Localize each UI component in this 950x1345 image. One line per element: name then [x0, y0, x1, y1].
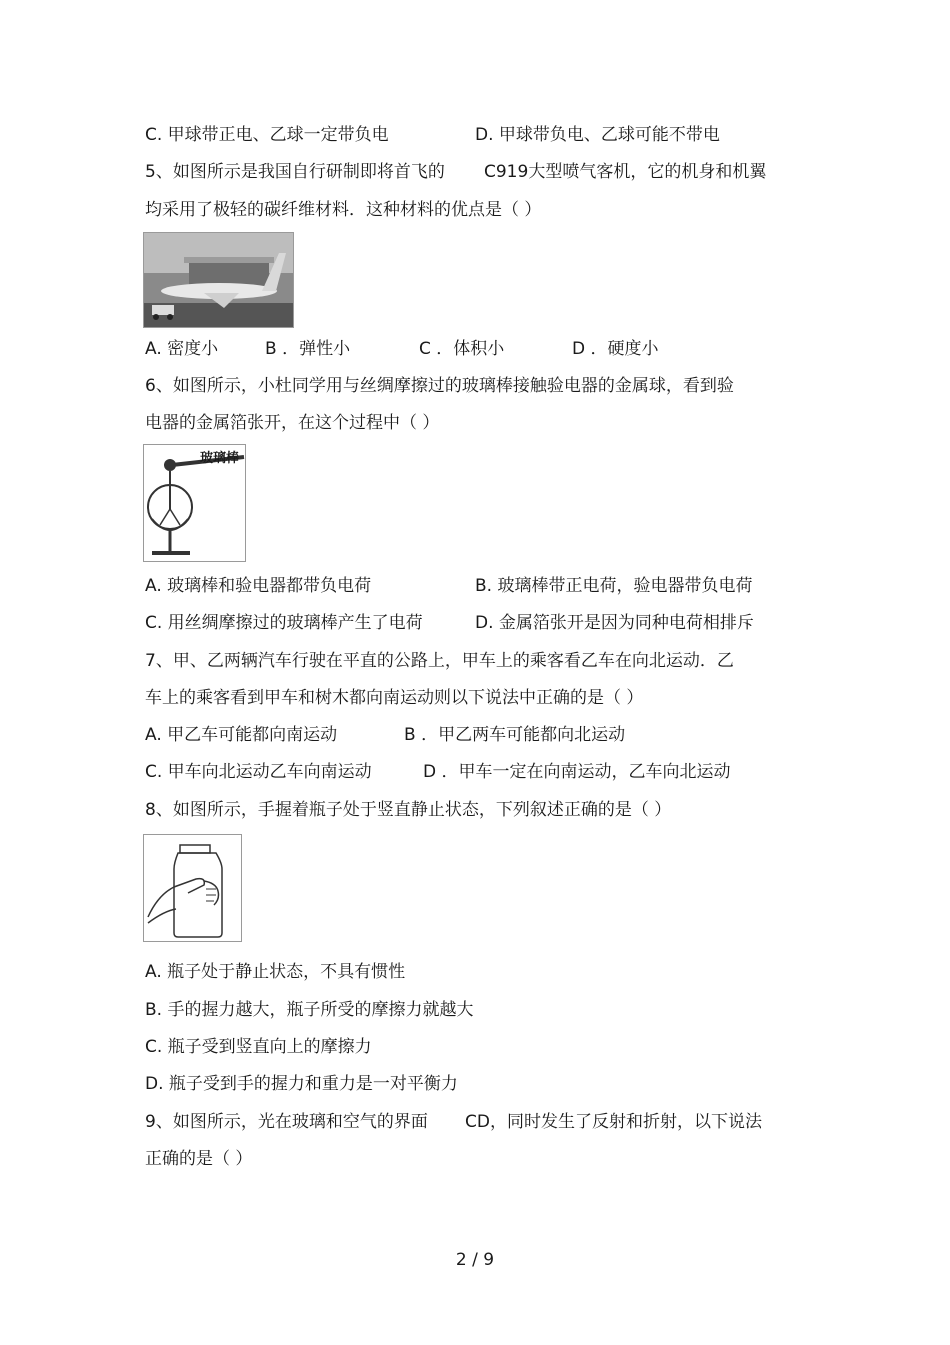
q9-stem-part2: CD，同时发生了反射和折射，以下说法: [465, 1112, 762, 1132]
q8-option-a: A. 瓶子处于静止状态，不具有惯性: [145, 962, 406, 982]
q7-stem-line1: 7、甲、乙两辆汽车行驶在平直的公路上，甲车上的乘客看乙车在向北运动．乙: [145, 651, 734, 671]
q5-stem-part2: C919大型喷气客机，它的机身和机翼: [484, 162, 767, 182]
q5-option-a: A. 密度小: [145, 339, 219, 359]
q6-option-a: A. 玻璃棒和验电器都带负电荷: [145, 576, 372, 596]
bottle-hand-figure: [143, 834, 242, 942]
q4-option-c: C. 甲球带正电、乙球一定带负电: [145, 125, 389, 145]
q7-option-a: A. 甲乙车可能都向南运动: [145, 725, 338, 745]
q8-option-b: B. 手的握力越大，瓶子所受的摩擦力就越大: [145, 1000, 474, 1020]
q8-option-c: C. 瓶子受到竖直向上的摩擦力: [145, 1037, 372, 1057]
q7-stem-line2: 车上的乘客看到甲车和树木都向南运动则以下说法中正确的是（ ）: [145, 688, 644, 708]
q6-option-b: B. 玻璃棒带正电荷，验电器带负电荷: [475, 576, 753, 596]
page-number: 2 / 9: [455, 1250, 495, 1270]
q4-option-d: D. 甲球带负电、乙球可能不带电: [475, 125, 720, 145]
airplane-illustration: [144, 233, 293, 327]
q5-option-d: D ．硬度小: [572, 339, 659, 359]
q7-option-d: D ．甲车一定在向南运动，乙车向北运动: [423, 762, 731, 782]
q7-option-c: C. 甲车向北运动乙车向南运动: [145, 762, 372, 782]
q5-stem-part1: 5、如图所示是我国自行研制即将首飞的: [145, 162, 445, 182]
q7-option-b: B ．甲乙两车可能都向北运动: [404, 725, 626, 745]
q6-option-d: D. 金属箔张开是因为同种电荷相排斥: [475, 613, 754, 633]
glass-rod-label: 玻璃棒: [200, 451, 240, 466]
airplane-photo: [143, 232, 294, 328]
q6-stem-line1: 6、如图所示，小杜同学用与丝绸摩擦过的玻璃棒接触验电器的金属球，看到验: [145, 376, 734, 396]
q6-stem-line2: 电器的金属箔张开，在这个过程中（ ）: [145, 413, 440, 433]
bottle-hand-illustration: [144, 835, 241, 941]
q5-stem-line2: 均采用了极轻的碳纤维材料．这种材料的优点是（ ）: [145, 200, 542, 220]
q6-option-c: C. 用丝绸摩擦过的玻璃棒产生了电荷: [145, 613, 423, 633]
q5-option-c: C ．体积小: [419, 339, 505, 359]
q5-option-b: B ．弹性小: [265, 339, 351, 359]
q9-stem-part1: 9、如图所示，光在玻璃和空气的界面: [145, 1112, 428, 1132]
q9-stem-line2: 正确的是（ ）: [145, 1149, 253, 1169]
q8-stem-line1: 8、如图所示，手握着瓶子处于竖直静止状态，下列叙述正确的是（ ）: [145, 800, 672, 820]
electroscope-figure: [143, 444, 246, 562]
q8-option-d: D. 瓶子受到手的握力和重力是一对平衡力: [145, 1074, 458, 1094]
